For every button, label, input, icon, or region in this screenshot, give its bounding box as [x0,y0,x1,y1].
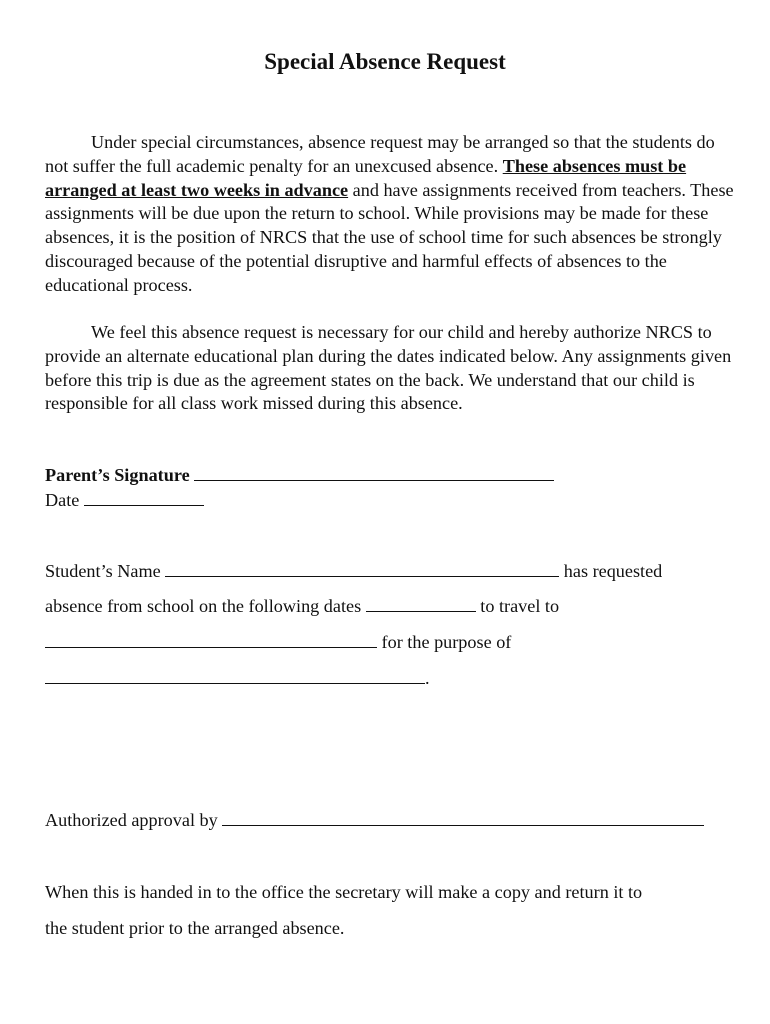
policy-paragraph [45,131,735,298]
policy-emphasis: These absences must be arranged at least two weeks in advance [45,155,687,200]
authorization-paragraph [45,321,735,416]
absence-dates-row [45,594,559,618]
has-requested-text: has requested [563,561,663,581]
footer-line-2: the student prior to the arranged absence. [45,918,345,938]
authorization-text: We feel this absence request is necessary for our child and hereby authorize NRCS to provide an alternate educational plan during the dates indicated below. Any assignments given before this trip is due as the agreement states on the back. We understand that our child is responsible for all class work missed during this absence. [45,322,732,414]
policy-text-end: and have assignments received from teachers. These assignments will be due upon the return to school. While provisions may be made for these absences, it is the position of NRCS that the use of school time for such absences be strongly discouraged because of the potential disruptive and harmful effects of absences to the educational process. [45,179,734,295]
purpose-period: . [425,668,430,688]
policy-text-start: Under special circumstances, absence request may be arranged so that the students do not suffer the full academic penalty for an unexcused absence. [45,132,715,176]
parent-signature-label: Parent’s Signature [45,465,190,485]
approval-field[interactable] [222,808,704,826]
student-name-label: Student’s Name [45,561,161,581]
date-label: Date [45,490,80,510]
destination-row [45,630,511,654]
date-field[interactable] [84,488,204,506]
approval-row [45,808,704,832]
student-name-row [45,559,662,583]
absence-dates-field[interactable] [366,594,476,612]
purpose-field[interactable] [45,666,425,684]
travel-text: to travel to [480,596,560,616]
approval-label: Authorized approval by [45,810,218,830]
date-row [45,488,204,512]
purpose-text: for the purpose of [381,632,512,652]
form-title: Special Absence Request [264,49,506,74]
absence-dates-text: absence from school on the following dates [45,596,362,616]
student-name-field[interactable] [165,559,559,577]
purpose-row [45,666,430,690]
parent-signature-row [45,463,554,487]
footer-line-1: When this is handed in to the office the secretary will make a copy and return it to [45,882,643,902]
parent-signature-field[interactable] [194,463,554,481]
destination-field[interactable] [45,630,377,648]
